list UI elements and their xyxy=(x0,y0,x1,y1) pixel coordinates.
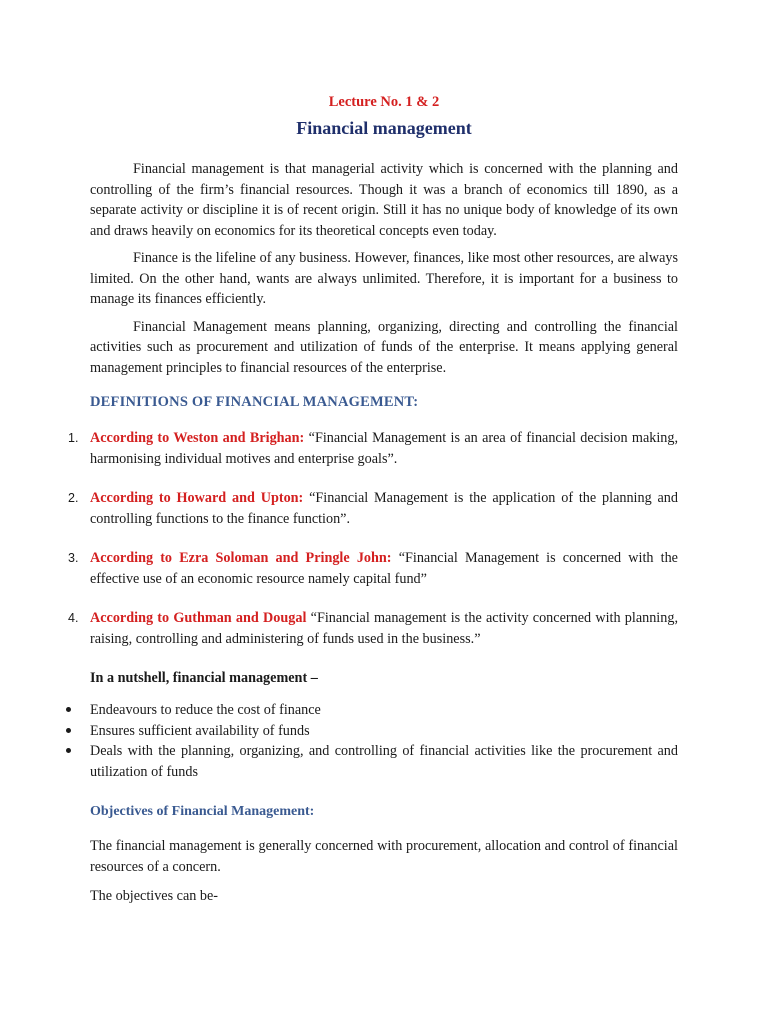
document-page xyxy=(68,84,679,916)
bullet-icon xyxy=(66,748,71,753)
definition-text: “Financial Management is concerned with the effective use of an economic resource namely capital fund” xyxy=(90,550,678,587)
list-number: 3. xyxy=(68,551,79,565)
bullet-text: Ensures sufficient availability of funds xyxy=(90,722,310,739)
definition-author: According to Ezra Soloman and Pringle John: xyxy=(90,550,392,566)
list-number: 2. xyxy=(68,491,79,505)
definition-text: “Financial Management is an area of financial decision making, harmonising individual motives and enterprise goals”. xyxy=(90,430,679,467)
bullet-icon xyxy=(66,707,71,712)
list-number: 1. xyxy=(68,431,79,445)
objectives-paragraph-2: The objectives can be- xyxy=(90,888,219,904)
bullet-item xyxy=(90,700,678,721)
bullet-icon xyxy=(66,728,71,733)
lecture-number: Lecture No. 1 & 2 xyxy=(328,94,440,110)
nutshell-heading: In a nutshell, financial management – xyxy=(90,670,318,686)
definition-author: According to Guthman and Dougal xyxy=(90,610,307,626)
bullet-text: Endeavours to reduce the cost of finance xyxy=(90,702,321,718)
page-title: Financial management xyxy=(296,118,472,138)
bullet-text: Deals with the planning, organizing, and controlling of financial activities like the procurement and utilization of funds xyxy=(90,743,678,780)
bullet-item xyxy=(90,721,678,742)
definition-author: According to Weston and Brighan: xyxy=(90,430,305,446)
list-number: 4. xyxy=(68,611,79,625)
definition-text: “Financial management is the activity concerned with planning, raising, controlling and administering of funds used in the business.” xyxy=(90,610,678,647)
definition-item xyxy=(68,428,679,469)
definitions-list xyxy=(68,428,679,649)
definitions-heading: DEFINITIONS OF FINANCIAL MANAGEMENT: xyxy=(90,394,419,410)
intro-paragraph-2: Finance is the lifeline of any business. However, finances, like most other resources, are always limited. On the other hand, wants are always unlimited. Therefore, it is important for a business to manage its finances efficiently. xyxy=(90,250,678,307)
intro-paragraph-1: Financial management is that managerial activity which is concerned with the planning and controlling of the firm’s financial resources. Though it was a branch of economics till 1890, as a separate activity or discipline it is of recent origin. Still it has no unique body of knowledge of its own and draws heavily on economics for its theoretical concepts even today. xyxy=(90,161,678,239)
bullet-item xyxy=(90,741,678,782)
definition-item xyxy=(68,488,678,529)
intro-paragraph-3: Financial Management means planning, organizing, directing and controlling the financial activities such as procurement and utilization of funds of the enterprise. It means applying general management principles to financial resources of the enterprise. xyxy=(90,318,678,376)
objectives-heading: Objectives of Financial Management: xyxy=(90,804,315,819)
definition-author: According to Howard and Upton: xyxy=(90,490,304,506)
objectives-paragraph-1: The financial management is generally concerned with procurement, allocation and control of financial resources of a concern. xyxy=(90,838,678,875)
definition-item xyxy=(68,548,678,589)
definition-item xyxy=(68,608,678,649)
definition-text: “Financial Management is the application of the planning and controlling functions to the finance function”. xyxy=(90,490,678,527)
nutshell-bullet-list xyxy=(90,700,678,782)
